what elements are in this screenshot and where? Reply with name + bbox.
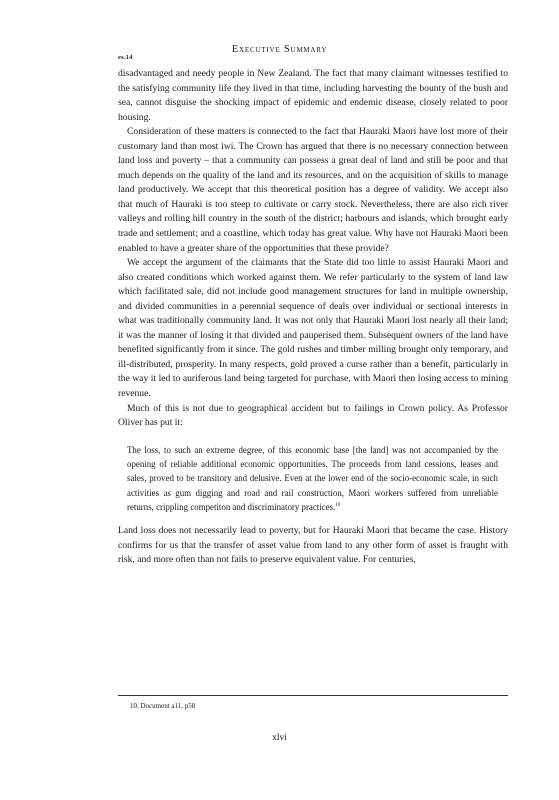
block-quote — [118, 443, 508, 514]
page-number: xlvi — [272, 733, 287, 743]
footnote-rule — [118, 695, 508, 696]
paragraph: disadvantaged and needy people in New Zealand. The fact that many claimant witnesses testified to the satisfying community life they lived in that time, including harvesting the bounty of the bush and sea, cannot disguise the shocking impact of epidemic and endemic disease, closely related to poor housing. — [118, 68, 508, 123]
footnote-ref[interactable]: 10 — [335, 502, 341, 508]
footnote-number: 10. — [130, 702, 139, 710]
section-number: es.14 — [118, 54, 133, 61]
paragraph: Consideration of these matters is connected to the fact that Hauraki Maori have lost more of their customary land than most iwi. The Crown has argued that there is no necessary connection between land loss and poverty – that a community can possess a great deal of land and still be poor and that much depends on the quality of the land and its resources, and on the acquisition of skills to manage land productively. We accept that this theoretical position has a degree of validity. We accept also that much of Hauraki is too steep to cultivate or carry stock. Nevertheless, there are also rich river valleys and rolling hill country in the south of the district; harbours and islands, which brought early trade and settlement; and a coastline, which today has great value. Why have not Hauraki Maori been enabled to have a greater share of the opportunities that these provide? — [118, 126, 508, 254]
paragraph: Much of this is not due to geographical accident but to failings in Crown policy. As Professor Oliver has put it: — [118, 402, 508, 429]
footnote — [130, 702, 195, 710]
paragraph: Land loss does not necessarily lead to poverty, but for Hauraki Maori that became the case. History confirms for us that the transfer of asset value from land to any other form of asset is fraught with risk, and more often than not fails to preserve equivalent value. For centuries, — [118, 525, 508, 566]
footnote-text: Document a11, p58 — [140, 702, 196, 710]
quote-text: The loss, to such an extreme degree, of this economic base [the land] was not accompanied by the opening of reliable additional economic opportunities. The proceeds from land cessions, leases and sales, proved to be transitory and delusive. Even at the lower end of the socio-economic scale, in such activities as gum digging and road and rail construction, Maori workers suffered from unreliable returns, crippling competiton and discriminatory practices. — [127, 444, 498, 512]
body-text — [118, 67, 508, 568]
paragraph: We accept the argument of the claimants that the State did too little to assist Hauraki Maori and also created conditions which worked against them. We refer particularly to the system of land law which facilitated sale, did not include good management structures for land in multiple ownership, and divided communities in a perennial sequence of deals over individual or sectional interests in what was traditionally community land. It was not only that Hauraki Maori lost nearly all their land; it was the manner of losing it that divided and pauperised them. Subsequent owners of the land have benefited significantly from it since. The gold rushes and timber milling brought only temporary, and ill-distributed, prosperity. In many respects, gold proved a curse rather than a benefit, particularly in the way it led to auriferous land being targeted for purchase, with Maori then losing access to mining revenue. — [118, 257, 508, 400]
running-head: Executive Summary — [231, 44, 328, 55]
